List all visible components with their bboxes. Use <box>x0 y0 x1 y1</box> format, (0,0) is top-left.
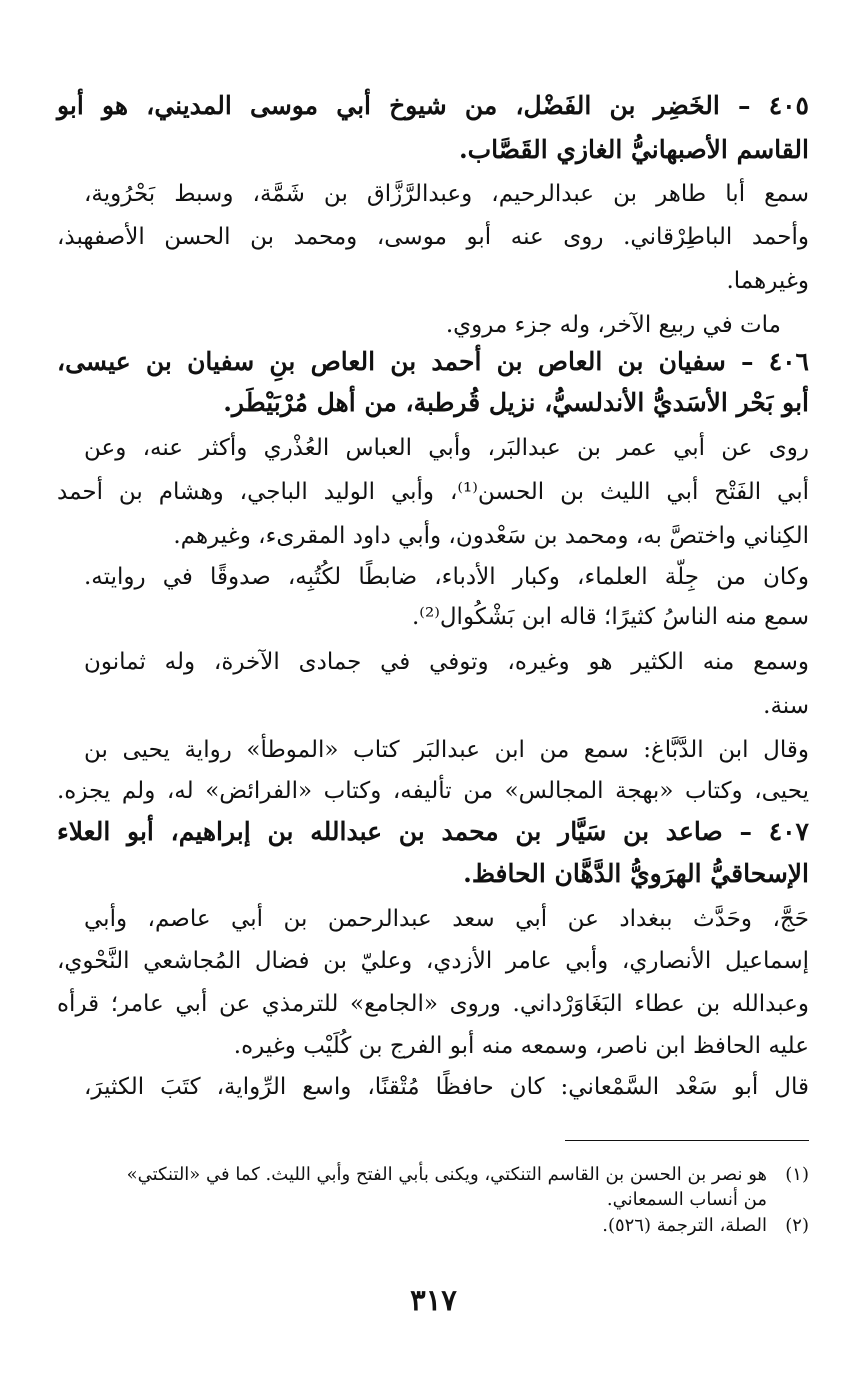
entry-406-heading-line-1: ٤٠٦ – سفيان بن العاص بن أحمد بن العاص بنِ سفيان بن عيسى، <box>57 347 809 376</box>
body-line: مات في ربيع الآخر، وله جزء مروي. <box>445 312 781 338</box>
body-line: وقال ابن الدَّبَّاغ: سمع من ابن عبدالبَر كتاب «الموطأ» رواية يحيى بن <box>84 737 809 763</box>
footnote-marker: (٢) <box>785 1215 809 1236</box>
body-line: سنة. <box>763 693 809 719</box>
body-line: سمع أبا طاهر بن عبدالرحيم، وعبدالرَّزَّاق بن شَمَّة، وسبط بَحْرُوية، <box>84 181 809 207</box>
entry-405-heading-line-2: القاسم الأصبهانيُّ الغازي القَصَّاب. <box>458 135 809 164</box>
body-line: وأحمد الباطِرْقاني. روى عنه أبو موسى، ومحمد بن الحسن الأصفهبذ، <box>57 224 809 250</box>
body-line: عليه الحافظ ابن ناصر، وسمعه منه أبو الفرج بن كُلَيْب وغيره. <box>233 1033 809 1059</box>
footnote-text: الصلة، الترجمة (٥٢٦). <box>602 1215 767 1236</box>
footnote-text: هو نصر بن الحسن بن القاسم التنكتي، ويكنى بأبي الفتح وأبي الليث. كما في «التنكتي» <box>126 1164 767 1185</box>
footnote-marker: (١) <box>785 1164 809 1185</box>
body-line: وسمع منه الكثير هو وغيره، وتوفي في جمادى الآخرة، وله ثمانون <box>84 649 809 675</box>
footnote-separator <box>565 1140 809 1141</box>
body-line: سمع منه الناسُ كثيرًا؛ قاله ابن بَشْكُوال⁽²⁾. <box>411 604 809 630</box>
entry-405-heading-line-1: ٤٠٥ – الخَضِر بن الفَضْل، من شيوخ أبي موسى المديني، هو أبو <box>57 91 809 120</box>
footnote-1-continued <box>39 1187 809 1212</box>
body-line: إسماعيل الأنصاري، وأبي عامر الأزدي، وعليّ بن فضال المُجاشعي النَّحْوي، <box>57 948 809 974</box>
footnote-1 <box>39 1162 809 1187</box>
body-line: حَجَّ، وحَدَّث ببغداد عن أبي سعد عبدالرحمن بن أبي عاصم، وأبي <box>84 906 809 932</box>
body-line: قال أبو سَعْد السَّمْعاني: كان حافظًا مُتْقنًا، واسع الرِّواية، كتَبَ الكثيرَ، <box>84 1074 809 1100</box>
page-number: ٣١٧ <box>410 1283 457 1317</box>
body-line: وعبدالله بن عطاء البَغَاوَرْداني. وروى «الجامع» للترمذي عن أبي عامر؛ قرأه <box>57 991 809 1017</box>
entry-406-heading-line-2: أبو بَحْر الأسَديُّ الأندلسيُّ، نزيل قُرطبة، من أهل مُرْبَيْطَر. <box>223 388 809 417</box>
body-line: روى عن أبي عمر بن عبدالبَر، وأبي العباس العُذْري وأكثر عنه، وعن <box>84 435 809 461</box>
body-line: وغيرهما. <box>726 268 809 294</box>
body-line: يحيى، وكتاب «بهجة المجالس» من تأليفه، وكتاب «الفرائض» له، ولم يجزه. <box>57 778 809 804</box>
body-line: الكِناني واختصَّ به، ومحمد بن سَعْدون، وأبي داود المقرىء، وغيرهم. <box>173 523 809 549</box>
body-line: وكان من جِلّة العلماء، وكبار الأدباء، ضابطًا لكُتُبِه، صدوقًا في روايته. <box>84 564 809 590</box>
footnote-2 <box>39 1213 809 1238</box>
entry-407-heading-line-1: ٤٠٧ – صاعد بن سَيَّار بن محمد بن عبدالله بن إبراهيم، أبو العلاء <box>57 817 809 846</box>
body-line: أبي الفَتْح أبي الليث بن الحسن⁽¹⁾، وأبي الوليد الباجي، وهشام بن أحمد <box>57 479 809 505</box>
entry-407-heading-line-2: الإسحاقيُّ الهرَويُّ الدَّهَّان الحافظ. <box>463 859 809 888</box>
footnote-text: من أنساب السمعاني. <box>606 1189 767 1210</box>
